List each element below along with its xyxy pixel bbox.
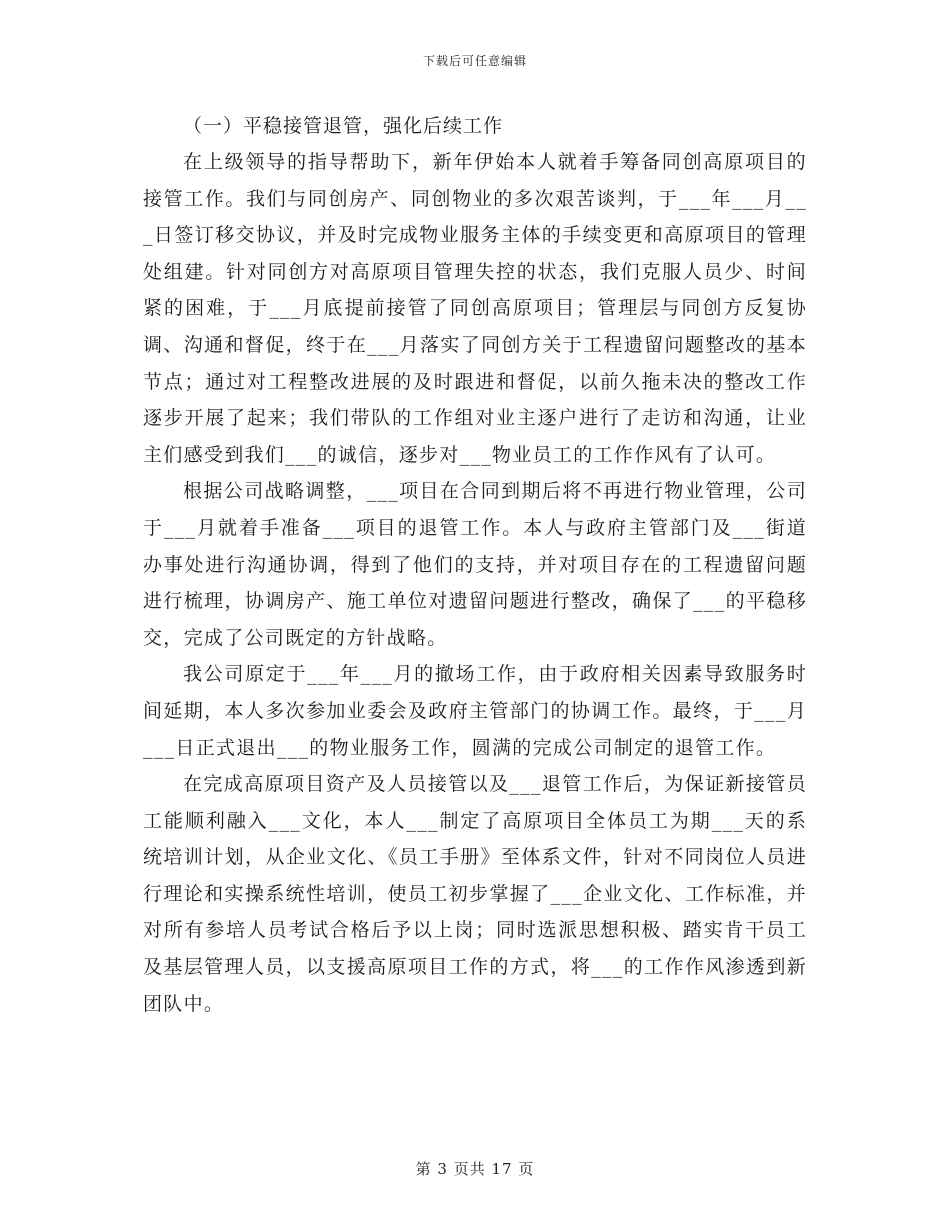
document-body xyxy=(143,108,807,1022)
paragraph: 我公司原定于___年___月的撤场工作，由于政府相关因素导致服务时间延期，本人多次参加业委会及政府主管部门的协调工作。最终，于___月___日正式退出___的物业服务工作，圆满的完成公司制定的退管工作。 xyxy=(143,663,807,759)
paragraph: 在上级领导的指导帮助下，新年伊始本人就着手筹备同创高原项目的接管工作。我们与同创房产、同创物业的多次艰苦谈判，于___年___月___日签订移交协议，并及时完成物业服务主体的手续变更和高原项目的管理处组建。针对同创方对高原项目管理失控的状态，我们克服人员少、时间紧的困难，于___月底提前接管了同创高原项目；管理层与同创方反复协调、沟通和督促，终于在___月落实了同创方关于工程遗留问题整改的基本节点；通过对工程整改进展的及时跟进和督促，以前久拖未决的整改工作逐步开展了起来；我们带队的工作组对业主逐户进行了走访和沟通，让业主们感受到我们___的诚信，逐步对___物业员工的工作作风有了认可。 xyxy=(143,151,807,466)
header-note: 下载后可任意编辑 xyxy=(422,54,527,68)
page-footer: 第 3 页共 17 页 xyxy=(415,1160,535,1178)
paragraph: 在完成高原项目资产及人员接管以及___退管工作后，为保证新接管员工能顺利融入___文化，本人___制定了高原项目全体员工为期___天的系统培训计划，从企业文化、《员工手册》至体系文件，针对不同岗位人员进行理论和实操系统性培训，使员工初步掌握了___企业文化、工作标准，并对所有参培人员考试合格后予以上岗；同时选派思想积极、踏实肯干员工及基层管理人员，以支援高原项目工作的方式，将___的工作作风渗透到新团队中。 xyxy=(143,773,807,1015)
section-heading: （一）平稳接管退管，强化后续工作 xyxy=(183,115,504,137)
paragraph: 根据公司战略调整，___项目在合同到期后将不再进行物业管理，公司于___月就着手准备___项目的退管工作。本人与政府主管部门及___街道办事处进行沟通协调，得到了他们的支持，并对项目存在的工程遗留问题进行梳理，协调房产、施工单位对遗留问题进行整改，确保了___的平稳移交，完成了公司既定的方针战略。 xyxy=(143,480,807,649)
